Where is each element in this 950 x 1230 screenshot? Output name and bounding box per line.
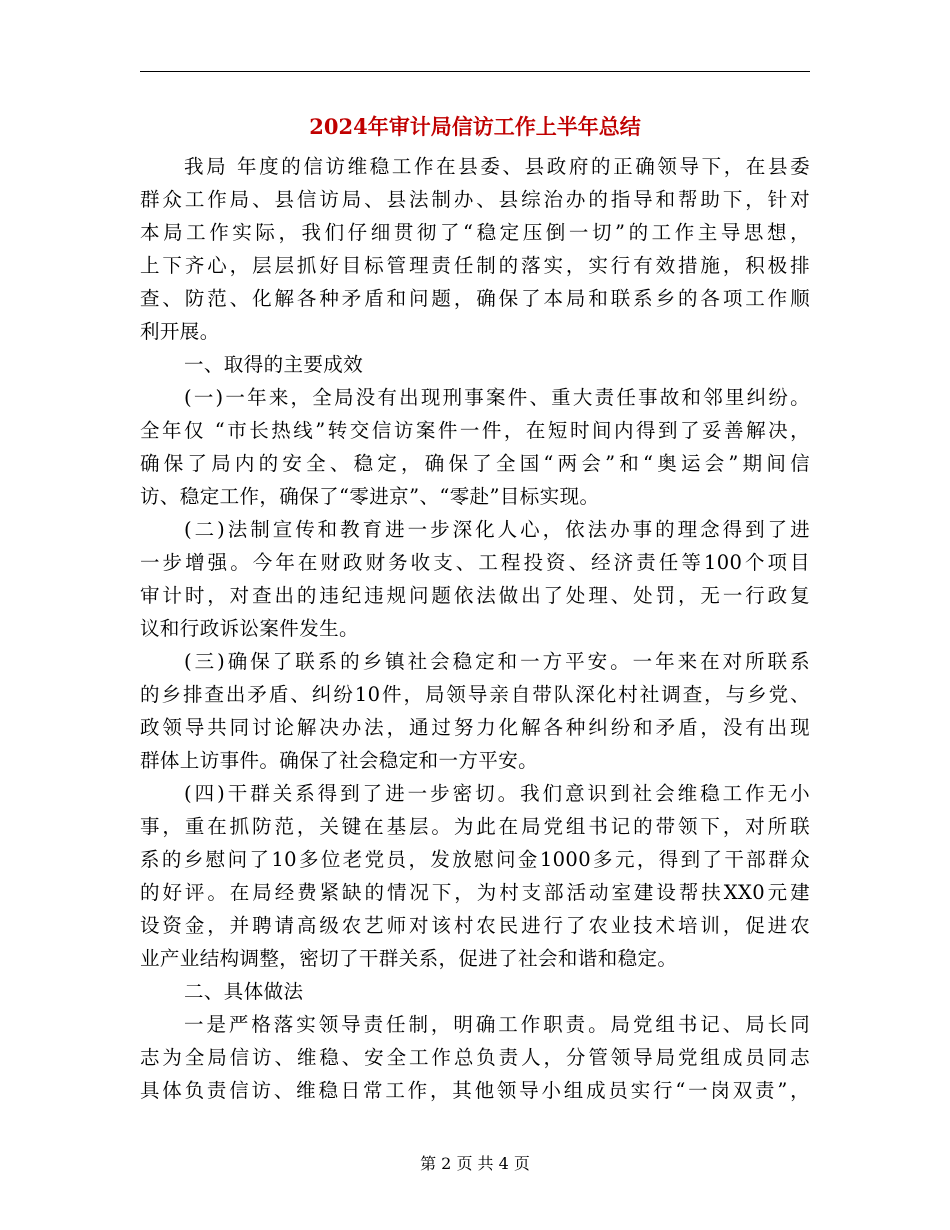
body-line: 的乡排查出矛盾、纠纷10件，局领导亲自带队深化村社调查，与乡党、 (140, 683, 810, 706)
body-line: 本局工作实际，我们仔细贯彻了“稳定压倒一切”的工作主导思想， (140, 221, 810, 244)
page-number: 第 2 页 共 4 页 (420, 1154, 530, 1173)
body-line: 设资金，并聘请高级农艺师对该村农民进行了农业技术培训，促进农 (140, 914, 810, 937)
header-rule (140, 71, 810, 72)
document-title: 2024年审计局信访工作上半年总结 (309, 114, 641, 139)
body-line: 群体上访事件。确保了社会稳定和一方平安。 (140, 749, 539, 772)
body-line: (三)确保了联系的乡镇社会稳定和一方平安。一年来在对所联系 (184, 650, 810, 673)
body-line: 确保了局内的安全、稳定，确保了全国“两会”和“奥运会”期间信 (140, 452, 810, 475)
body-line: 群众工作局、县信访局、县法制办、县综治办的指导和帮助下，针对 (140, 188, 810, 211)
body-line: 业产业结构调整，密切了干群关系，促进了社会和谐和稳定。 (140, 947, 678, 970)
body-line: 事，重在抓防范，关键在基层。为此在局党组书记的带领下，对所联 (140, 815, 810, 838)
body-line: 审计时，对查出的违纪违规问题依法做出了处理、处罚，无一行政复 (140, 584, 810, 607)
body-line: 的好评。在局经费紧缺的情况下，为村支部活动室建设帮扶XX0元建 (140, 881, 810, 904)
body-line: 具体负责信访、维稳日常工作，其他领导小组成员实行“一岗双责”， (140, 1079, 810, 1102)
body-line: 二、具体做法 (184, 980, 304, 1003)
body-line: (四)干群关系得到了进一步密切。我们意识到社会维稳工作无小 (184, 782, 810, 805)
body-line: 政领导共同讨论解决办法，通过努力化解各种纠纷和矛盾，没有出现 (140, 716, 810, 739)
body-line: 一、取得的主要成效 (184, 353, 364, 376)
document-body (140, 150, 810, 1107)
body-line: 查、防范、化解各种矛盾和问题，确保了本局和联系乡的各项工作顺 (140, 287, 810, 310)
body-line: 志为全局信访、维稳、安全工作总负责人，分管领导局党组成员同志 (140, 1046, 810, 1069)
body-line: 利开展。 (140, 320, 220, 343)
body-line: (二)法制宣传和教育进一步深化人心，依法办事的理念得到了进 (184, 518, 810, 541)
body-line: 访、稳定工作，确保了“零进京”、“零赴”目标实现。 (140, 485, 600, 508)
body-line: 议和行政诉讼案件发生。 (140, 617, 359, 640)
body-line: 全年仅 “市长热线”转交信访案件一件，在短时间内得到了妥善解决， (140, 419, 810, 442)
body-line: 上下齐心，层层抓好目标管理责任制的落实，实行有效措施，积极排 (140, 254, 810, 277)
body-line: (一)一年来，全局没有出现刑事案件、重大责任事故和邻里纠纷。 (184, 386, 810, 409)
body-line: 系的乡慰问了10多位老党员，发放慰问金1000多元，得到了干部群众 (140, 848, 810, 871)
body-line: 我局 年度的信访维稳工作在县委、县政府的正确领导下，在县委 (184, 155, 810, 178)
body-line: 一是严格落实领导责任制，明确工作职责。局党组书记、局长同 (184, 1013, 810, 1036)
body-line: 一步增强。今年在财政财务收支、工程投资、经济责任等100个项目 (140, 551, 810, 574)
